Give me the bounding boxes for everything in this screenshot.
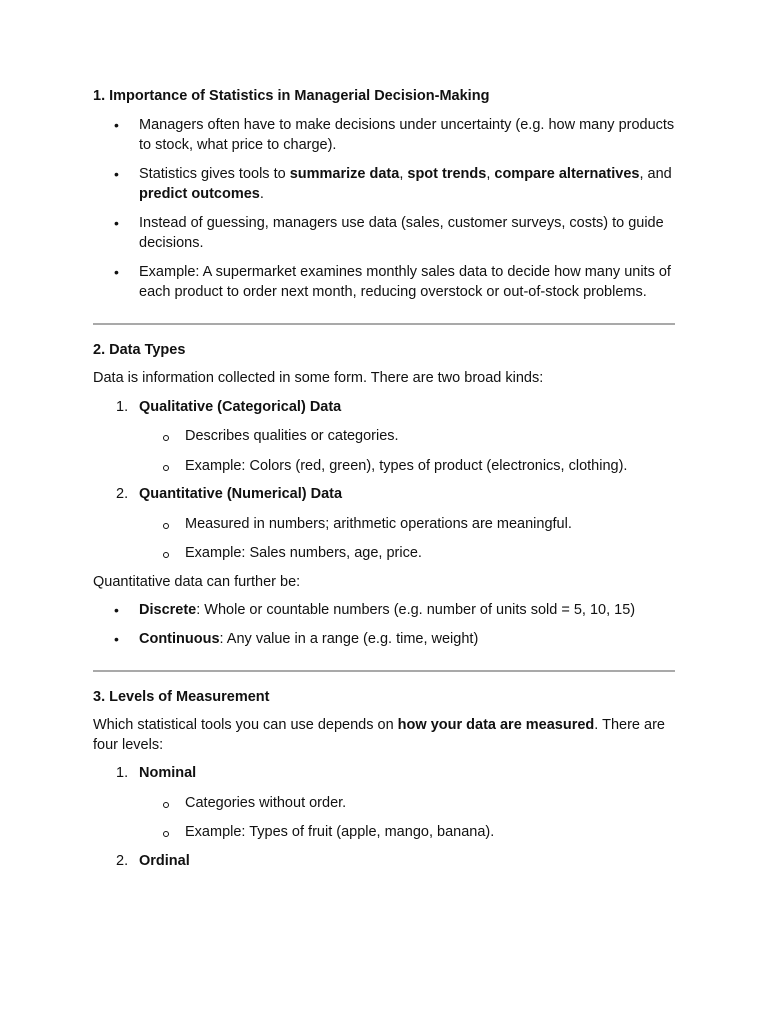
sub-list bbox=[139, 794, 675, 843]
quantitative-further: Quantitative data can further be: bbox=[93, 573, 301, 590]
bullet-text: : Whole or countable numbers (e.g. number of units sold = 5, 10, 15) bbox=[196, 602, 636, 618]
bullet-text: , bbox=[399, 166, 408, 182]
section-3-title: 3. Levels of Measurement bbox=[93, 689, 270, 705]
sub-item: Describes qualities or categories. bbox=[93, 427, 675, 447]
item-number: 2. bbox=[116, 486, 129, 502]
document-page bbox=[93, 86, 675, 871]
sub-item: Measured in numbers; arithmetic operations are meaningful. bbox=[93, 515, 675, 535]
bold-term: Continuous bbox=[139, 630, 220, 647]
section-2-title: 2. Data Types bbox=[93, 342, 186, 358]
bullet-text: . bbox=[259, 185, 264, 202]
bullet-item: • Instead of guessing, managers use data (sales, customer surveys, costs) to guide decisions. bbox=[93, 214, 675, 253]
section-1-title: 1. Importance of Statistics in Managerial Decision-Making bbox=[93, 88, 490, 104]
item-label: Quantitative (Numerical) Data bbox=[139, 486, 343, 502]
bold-term: compare alternatives bbox=[494, 166, 640, 182]
bullet-item bbox=[93, 630, 675, 650]
sub-list bbox=[139, 427, 675, 476]
item-number: 2. bbox=[116, 852, 129, 869]
bullet-text: : Any value in a range (e.g. time, weight) bbox=[219, 630, 479, 647]
bullet-item bbox=[93, 601, 675, 621]
levels-list bbox=[93, 764, 675, 871]
section-3-intro bbox=[93, 716, 675, 755]
bullet-text: , and bbox=[639, 166, 672, 182]
data-kinds-list bbox=[93, 398, 675, 564]
sub-item: Categories without order. bbox=[93, 794, 675, 814]
intro-text: . There are four levels: bbox=[93, 717, 665, 753]
section-divider bbox=[93, 670, 675, 672]
bullet-item: • Managers often have to make decisions under uncertainty (e.g. how many products to stock, what price to charge). bbox=[93, 116, 675, 155]
intro-text: Which statistical tools you can use depends on bbox=[93, 717, 398, 733]
section-divider bbox=[93, 323, 675, 325]
numbered-item bbox=[93, 764, 675, 843]
sub-item: Example: Colors (red, green), types of product (electronics, clothing). bbox=[93, 457, 675, 477]
bullet-item: • Example: A supermarket examines monthly sales data to decide how many units of each product to order next month, reducing overstock or out-of-stock problems. bbox=[93, 263, 675, 302]
bold-term: spot trends bbox=[407, 166, 487, 182]
sub-list bbox=[139, 515, 675, 564]
item-number: 1. bbox=[116, 765, 129, 781]
section-1-bullets bbox=[93, 116, 675, 302]
item-label: Qualitative (Categorical) Data bbox=[139, 398, 342, 415]
item-number: 1. bbox=[116, 398, 129, 415]
sub-item: Example: Sales numbers, age, price. bbox=[93, 544, 675, 564]
sub-item: Example: Types of fruit (apple, mango, banana). bbox=[93, 823, 675, 843]
bullet-text: , bbox=[486, 166, 495, 182]
item-label: Ordinal bbox=[139, 852, 190, 869]
item-label: Nominal bbox=[139, 765, 197, 781]
bold-term: summarize data bbox=[289, 166, 400, 182]
section-2-intro: Data is information collected in some form. There are two broad kinds: bbox=[93, 370, 544, 386]
bold-term: Discrete bbox=[139, 602, 197, 618]
bold-term: predict outcomes bbox=[139, 185, 260, 202]
quantitative-subtypes bbox=[93, 601, 675, 649]
numbered-item bbox=[93, 485, 675, 564]
bullet-text: Statistics gives tools to bbox=[139, 166, 290, 182]
bullet-item bbox=[93, 165, 675, 204]
numbered-item bbox=[93, 398, 675, 477]
numbered-item bbox=[93, 852, 675, 872]
bold-term: how your data are measured bbox=[397, 717, 595, 733]
